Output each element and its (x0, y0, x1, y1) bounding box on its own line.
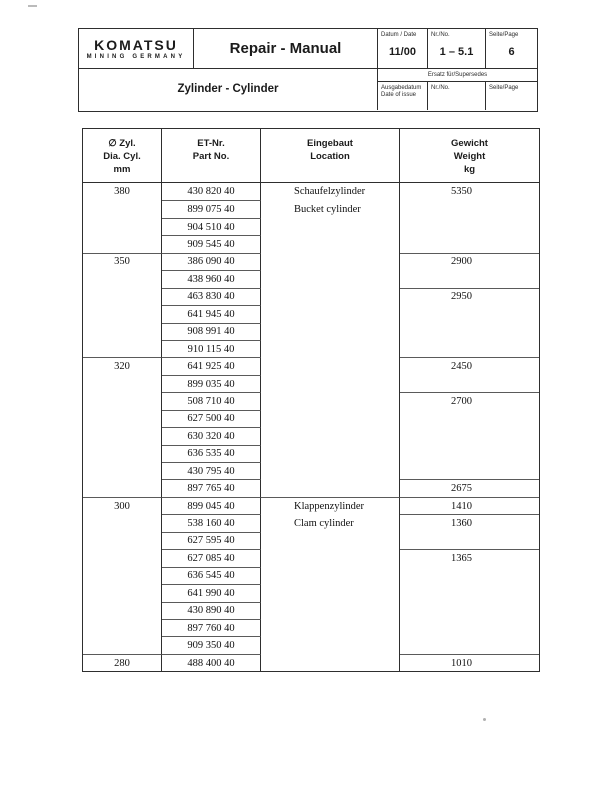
header-line: kg (463, 164, 476, 175)
header-line: mm (113, 164, 131, 175)
page-value: 6 (508, 45, 515, 58)
table-row (83, 288, 539, 305)
location-cell (261, 305, 400, 322)
weight-cell: 2700 (400, 392, 539, 409)
weight-cell: 2950 (400, 288, 539, 305)
weight-cell: 1360 (400, 514, 539, 531)
location-cell (261, 323, 400, 340)
location-cell: Schaufelzylinder (261, 183, 400, 200)
diameter-cell: 300 (83, 497, 162, 514)
table-row (83, 375, 539, 392)
location-cell (261, 288, 400, 305)
diameter-cell (83, 305, 162, 322)
diameter-cell (83, 479, 162, 496)
weight-cell: 2900 (400, 253, 539, 270)
supersedes-label: Ersatz für/Supersedes (378, 69, 537, 82)
table-row (83, 514, 539, 531)
weight-cell (400, 323, 539, 340)
diameter-cell (83, 200, 162, 217)
table-row (83, 567, 539, 584)
table-row (83, 427, 539, 444)
header-line: ET-Nr. (197, 138, 225, 149)
location-cell (261, 654, 400, 671)
komatsu-logo (79, 29, 194, 68)
table-row (83, 340, 539, 357)
date-value: 11/00 (389, 45, 416, 58)
table-row (83, 183, 539, 200)
part-number-cell: 430 820 40 (162, 183, 261, 200)
diameter-cell (83, 532, 162, 549)
diameter-cell (83, 392, 162, 409)
location-cell (261, 619, 400, 636)
table-row (83, 323, 539, 340)
location-cell (261, 532, 400, 549)
weight-cell (400, 305, 539, 322)
weight-cell: 2450 (400, 357, 539, 374)
part-number-cell: 430 795 40 (162, 462, 261, 479)
diameter-cell: 350 (83, 253, 162, 270)
table-row (83, 602, 539, 619)
location-cell (261, 427, 400, 444)
diameter-cell (83, 410, 162, 427)
weight-cell: 2675 (400, 479, 539, 496)
supersedes-block (378, 69, 537, 110)
diameter-cell (83, 567, 162, 584)
table-row (83, 584, 539, 601)
diameter-cell (83, 375, 162, 392)
header-line: Gewicht (451, 138, 488, 149)
table-row (83, 619, 539, 636)
diameter-cell (83, 602, 162, 619)
part-number-cell: 386 090 40 (162, 253, 261, 270)
header-line: Location (310, 151, 350, 162)
issue-date-cell (378, 82, 428, 110)
issue-number-label: Nr./No. (431, 85, 450, 91)
location-cell: Bucket cylinder (261, 200, 400, 217)
diameter-cell (83, 619, 162, 636)
diameter-cell (83, 445, 162, 462)
diameter-cell (83, 514, 162, 531)
weight-cell (400, 602, 539, 619)
location-cell (261, 584, 400, 601)
col-header-weight (400, 129, 539, 182)
number-label: Nr./No. (431, 32, 450, 38)
location-cell (261, 218, 400, 235)
scan-artifact (28, 5, 37, 7)
header-line: Dia. Cyl. (103, 151, 141, 162)
table-row (83, 549, 539, 566)
part-number-cell: 627 595 40 (162, 532, 261, 549)
diameter-cell (83, 584, 162, 601)
diameter-cell (83, 549, 162, 566)
location-cell (261, 357, 400, 374)
header-line: Eingebaut (307, 138, 353, 149)
weight-cell (400, 340, 539, 357)
location-cell (261, 479, 400, 496)
diameter-cell: 320 (83, 357, 162, 374)
col-header-diameter (83, 129, 162, 182)
table-row (83, 357, 539, 374)
part-number-cell: 641 945 40 (162, 305, 261, 322)
diameter-cell (83, 340, 162, 357)
table-body (83, 183, 539, 671)
part-number-cell: 908 991 40 (162, 323, 261, 340)
weight-cell (400, 375, 539, 392)
date-cell (378, 29, 428, 68)
weight-cell (400, 462, 539, 479)
weight-cell (400, 532, 539, 549)
table-row (83, 305, 539, 322)
location-cell (261, 340, 400, 357)
part-number-cell: 636 545 40 (162, 567, 261, 584)
diameter-cell (83, 427, 162, 444)
issue-date-label-de: Ausgabedatum (381, 85, 422, 91)
col-header-part-no (162, 129, 261, 182)
diameter-cell (83, 636, 162, 653)
weight-cell: 1365 (400, 549, 539, 566)
header-row-1 (79, 29, 537, 69)
diameter-cell (83, 218, 162, 235)
location-cell (261, 410, 400, 427)
table-row (83, 270, 539, 287)
parts-table (82, 128, 540, 672)
location-cell (261, 445, 400, 462)
header-line: ∅ Zyl. (108, 138, 136, 149)
location-cell (261, 602, 400, 619)
table-row (83, 410, 539, 427)
location-cell (261, 253, 400, 270)
part-number-cell: 909 350 40 (162, 636, 261, 653)
header-line: Weight (453, 151, 486, 162)
table-row (83, 636, 539, 653)
table-row (83, 497, 539, 514)
location-cell: Klappenzylinder (261, 497, 400, 514)
part-number-cell: 641 990 40 (162, 584, 261, 601)
table-row (83, 218, 539, 235)
page-cell (486, 29, 537, 68)
weight-cell (400, 218, 539, 235)
issue-page-cell (486, 82, 537, 110)
weight-cell (400, 270, 539, 287)
weight-cell: 5350 (451, 186, 472, 198)
table-row (83, 392, 539, 409)
weight-cell (400, 619, 539, 636)
diameter-cell (83, 270, 162, 287)
table-row (83, 445, 539, 462)
location-cell (261, 235, 400, 252)
table-row (83, 654, 539, 671)
location-cell: Clam cylinder (261, 514, 400, 531)
weight-cell (400, 584, 539, 601)
weight-cell (400, 410, 539, 427)
diameter-cell (83, 462, 162, 479)
weight-cell (400, 235, 539, 252)
table-header-row (83, 129, 539, 183)
document-header (78, 28, 538, 112)
weight-cell (400, 427, 539, 444)
part-number-cell: 627 500 40 (162, 410, 261, 427)
diameter-cell: 380 (83, 183, 162, 200)
weight-cell (400, 567, 539, 584)
issue-number-cell (428, 82, 486, 110)
location-cell (261, 549, 400, 566)
part-number-cell: 636 535 40 (162, 445, 261, 462)
weight-cell (400, 636, 539, 653)
scan-artifact (483, 718, 486, 721)
location-cell (261, 636, 400, 653)
col-header-location (261, 129, 400, 182)
number-cell (428, 29, 486, 68)
part-number-cell: 488 400 40 (162, 654, 261, 671)
issue-page-label: Seite/Page (489, 85, 519, 91)
table-row (83, 462, 539, 479)
part-number-cell: 897 760 40 (162, 619, 261, 636)
part-number-cell: 904 510 40 (162, 218, 261, 235)
table-row (83, 253, 539, 270)
table-row (83, 200, 539, 217)
part-number-cell: 538 160 40 (162, 514, 261, 531)
part-number-cell: 910 115 40 (162, 340, 261, 357)
part-number-cell: 508 710 40 (162, 392, 261, 409)
issue-date-label-en: Date of issue (381, 92, 417, 98)
section-title: Zylinder - Cylinder (79, 69, 378, 110)
location-cell (261, 462, 400, 479)
part-number-cell: 897 765 40 (162, 479, 261, 496)
diameter-cell: 280 (83, 654, 162, 671)
part-number-cell: 641 925 40 (162, 357, 261, 374)
logo-brand: KOMATSU (94, 37, 178, 53)
part-number-cell: 430 890 40 (162, 602, 261, 619)
weight-cell: 1410 (400, 497, 539, 514)
number-value: 1 – 5.1 (439, 45, 474, 58)
location-cell (261, 392, 400, 409)
part-number-cell: 630 320 40 (162, 427, 261, 444)
part-number-cell: 899 045 40 (162, 497, 261, 514)
diameter-cell (83, 235, 162, 252)
header-row-2 (79, 69, 537, 110)
part-number-cell: 899 035 40 (162, 375, 261, 392)
logo-subtitle: MINING GERMANY (86, 54, 186, 60)
weight-cell (400, 200, 539, 217)
part-number-cell: 899 075 40 (162, 200, 261, 217)
page-label: Seite/Page (489, 32, 519, 38)
location-cell (261, 375, 400, 392)
location-cell (261, 270, 400, 287)
date-label: Datum / Date (381, 32, 417, 38)
table-row (83, 532, 539, 549)
part-number-cell: 909 545 40 (162, 235, 261, 252)
manual-title: Repair - Manual (194, 29, 378, 68)
diameter-cell (83, 288, 162, 305)
header-line: Part No. (192, 151, 230, 162)
weight-cell (400, 445, 539, 462)
diameter-cell (83, 323, 162, 340)
part-number-cell: 627 085 40 (162, 549, 261, 566)
part-number-cell: 463 830 40 (162, 288, 261, 305)
part-number-cell: 438 960 40 (162, 270, 261, 287)
table-row (83, 479, 539, 496)
location-cell (261, 567, 400, 584)
weight-cell: 1010 (400, 654, 539, 671)
table-row (83, 235, 539, 252)
